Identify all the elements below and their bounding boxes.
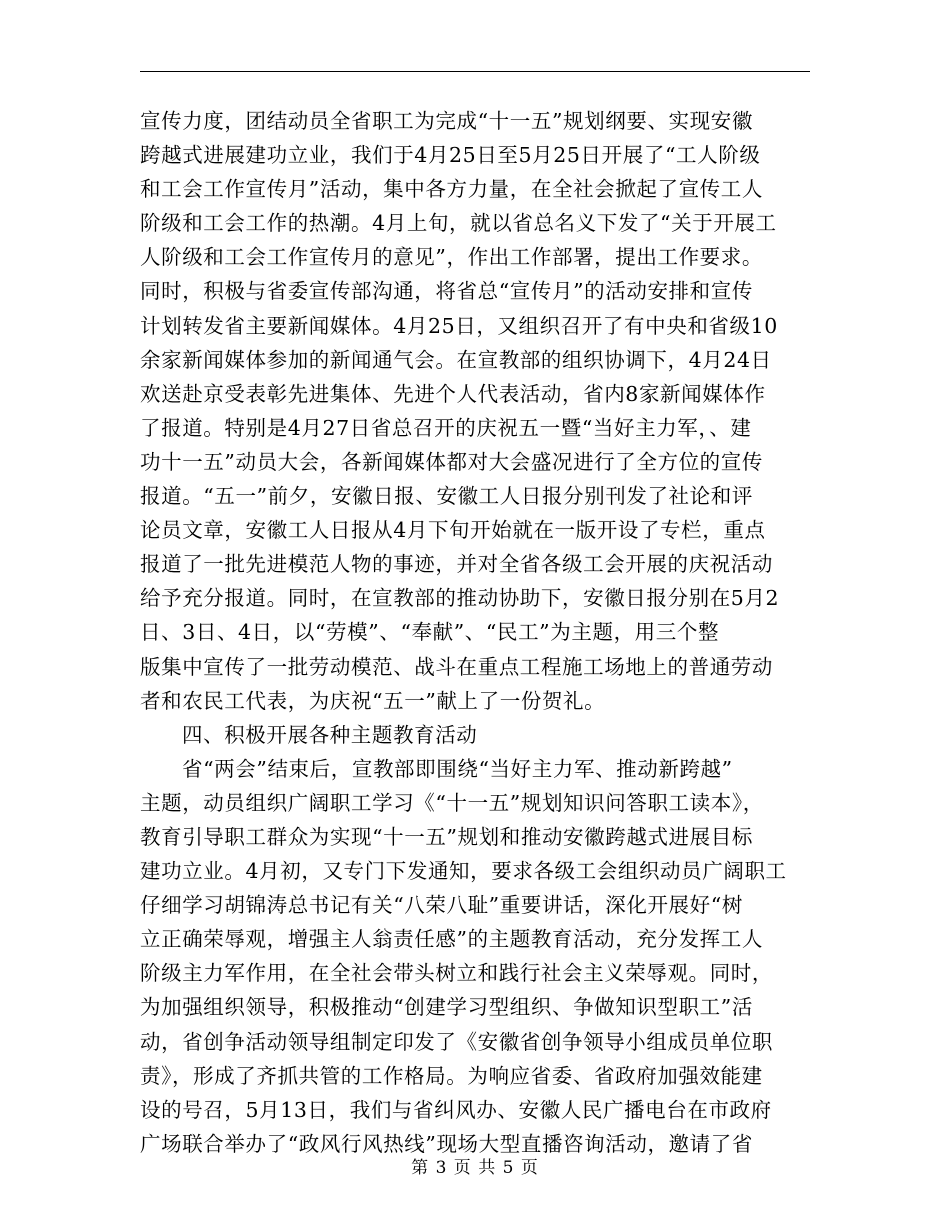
page-number-footer: 第 3 页 共 5 页 [411,1158,539,1178]
text-line: 同时，积极与省委宣传部沟通，将省总“宣传月”的活动安排和宣传 [140,279,753,304]
text-line: 功十一五”动员大会，各新闻媒体都对大会盛况进行了全方位的宣传 [140,449,763,474]
text-line: 日、3日、4日，以“劳模”、“奉献”、“民工”为主题，用三个整 [140,620,720,645]
text-line: 了报道。特别是4月27日省总召开的庆祝五一暨“当好主力军，、建 [140,415,752,440]
text-line: 建功立业。4月初，又专门下发通知，要求各级工会组织动员广阔职工 [140,859,787,884]
text-line: 省“两会”结束后，宣教部即围绕“当好主力军、推动新跨越” [182,756,733,781]
section-heading: 四、积极开展各种主题教育活动 [182,722,478,747]
text-line: 人阶级和工会工作宣传月的意见”，作出工作部署，提出工作要求。 [140,245,763,270]
text-line: 动，省创争活动领导组制定印发了《安徽省创争领导小组成员单位职 [140,1029,773,1054]
text-line: 主题，动员组织广阔职工学习《“十一五”规划知识问答职工读本》， [140,790,764,815]
text-line: 宣传力度，团结动员全省职工为完成“十一五”规划纲要、实现安徽 [140,109,753,133]
text-line: 和工会工作宣传月”活动，集中各方力量，在全社会掀起了宣传工人 [140,177,763,202]
text-line: 教育引导职工群众为实现“十一五”规划和推动安徽跨越式进展目标 [140,824,753,849]
text-line: 计划转发省主要新闻媒体。4月25日，又组织召开了有中央和省级10 [140,313,778,338]
text-line: 跨越式进展建功立业，我们于4月25日至5月25日开展了“工人阶级 [140,143,761,168]
text-line: 欢送赴京受表彰先进集体、先进个人代表活动，省内8家新闻媒体作 [140,381,766,406]
text-line: 为加强组织领导，积极推动“创建学习型组织、争做知识型职工”活 [140,995,753,1020]
text-line: 者和农民工代表，为庆祝“五一”献上了一份贺礼。 [140,688,606,713]
text-line: 报道了一批先进模范人物的事迹，并对全省各级工会开展的庆祝活动 [140,552,773,577]
text-line: 版集中宣传了一批劳动模范、战斗在重点工程施工场地上的普通劳动 [140,654,773,679]
text-line: 广场联合举办了“政风行风热线”现场大型直播咨询活动，邀请了省 [140,1131,753,1156]
text-line: 阶级主力军作用，在全社会带头树立和践行社会主义荣辱观。同时， [140,961,773,986]
text-line: 报道。“五一”前夕，安徽日报、安徽工人日报分别刊发了社论和评 [140,484,753,509]
body-text [140,104,810,1161]
text-line: 余家新闻媒体参加的新闻通气会。在宣教部的组织协调下，4月24日 [140,347,772,372]
text-line: 阶级和工会工作的热潮。4月上旬，就以省总名义下发了“关于开展工 [140,211,777,236]
header-rule [140,71,810,72]
text-line: 责》，形成了齐抓共管的工作格局。为响应省委、省政府加强效能建 [140,1063,763,1088]
text-line: 仔细学习胡锦涛总书记有关“八荣八耻”重要讲话，深化开展好“树 [140,893,743,918]
text-line: 给予充分报道。同时，在宣教部的推动协助下，安徽日报分别在5月2 [140,586,780,611]
text-line: 论员文章，安徽工人日报从4月下旬开始就在一版开设了专栏，重点 [140,518,766,543]
text-line: 立正确荣辱观，增强主人翁责任感”的主题教育活动，充分发挥工人 [140,927,763,952]
text-line: 设的号召，5月13日，我们与省纠风办、安徽人民广播电台在市政府 [140,1097,772,1122]
